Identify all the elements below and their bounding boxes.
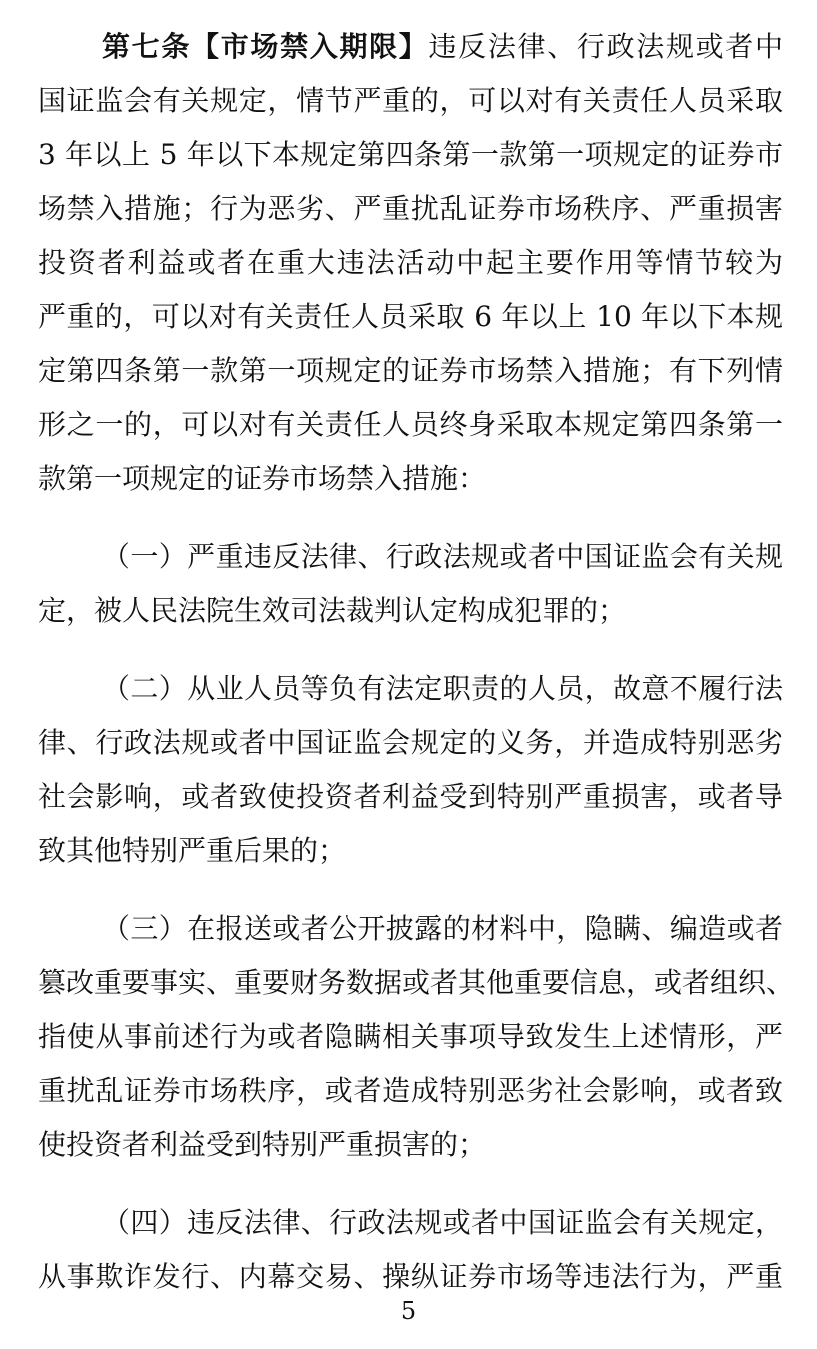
item-3-line: 篡改重要事实、重要财务数据或者其他重要信息，或者组织、 — [38, 966, 795, 999]
item-4-first-line: （四）违反法律、行政法规或者中国证监会有关规定， — [102, 1206, 783, 1239]
article-first-line — [102, 21, 783, 73]
paragraph-line: 3 年以上 5 年以下本规定第四条第一款第一项规定的证券市 — [38, 138, 783, 171]
item-2-line: 社会影响，或者致使投资者利益受到特别严重损害，或者导 — [38, 780, 783, 813]
paragraph-line: 款第一项规定的证券市场禁入措施： — [38, 462, 487, 495]
paragraph-line: 形之一的，可以对有关责任人员终身采取本规定第四条第一 — [38, 408, 783, 441]
paragraph-line: 投资者利益或者在重大违法活动中起主要作用等情节较为 — [38, 246, 783, 279]
item-2-line: 律、行政法规或者中国证监会规定的义务，并造成特别恶劣 — [38, 726, 783, 759]
item-2-first-line: （二）从业人员等负有法定职责的人员，故意不履行法 — [102, 672, 783, 705]
item-3-first-line: （三）在报送或者公开披露的材料中，隐瞒、编造或者 — [102, 912, 783, 945]
item-1-first-line: （一）严重违反法律、行政法规或者中国证监会有关规 — [102, 540, 783, 573]
item-1-line: 定，被人民法院生效司法裁判认定构成犯罪的； — [38, 594, 627, 627]
paragraph-line: 场禁入措施；行为恶劣、严重扰乱证券市场秩序、严重损害 — [38, 192, 783, 225]
item-3-line: 重扰乱证券市场秩序，或者造成特别恶劣社会影响，或者致 — [38, 1074, 783, 1107]
item-4-line: 从事欺诈发行、内幕交易、操纵证券市场等违法行为，严重 — [38, 1260, 783, 1293]
item-2-line: 致其他特别严重后果的； — [38, 834, 347, 867]
paragraph-line: 严重的，可以对有关责任人员采取 6 年以上 10 年以下本规 — [38, 300, 783, 333]
article-intro-text: 违反法律、行政法规或者中 — [428, 30, 783, 63]
page-number: 5 — [400, 1297, 417, 1325]
item-3-line: 指使从事前述行为或者隐瞒相关事项导致发生上述情形，严 — [38, 1020, 783, 1053]
article-heading: 第七条【市场禁入期限】 — [102, 30, 429, 63]
item-3-line: 使投资者利益受到特别严重损害的； — [38, 1128, 487, 1161]
paragraph-line: 定第四条第一款第一项规定的证券市场禁入措施；有下列情 — [38, 354, 783, 387]
paragraph-line: 国证监会有关规定，情节严重的，可以对有关责任人员采取 — [38, 84, 783, 117]
